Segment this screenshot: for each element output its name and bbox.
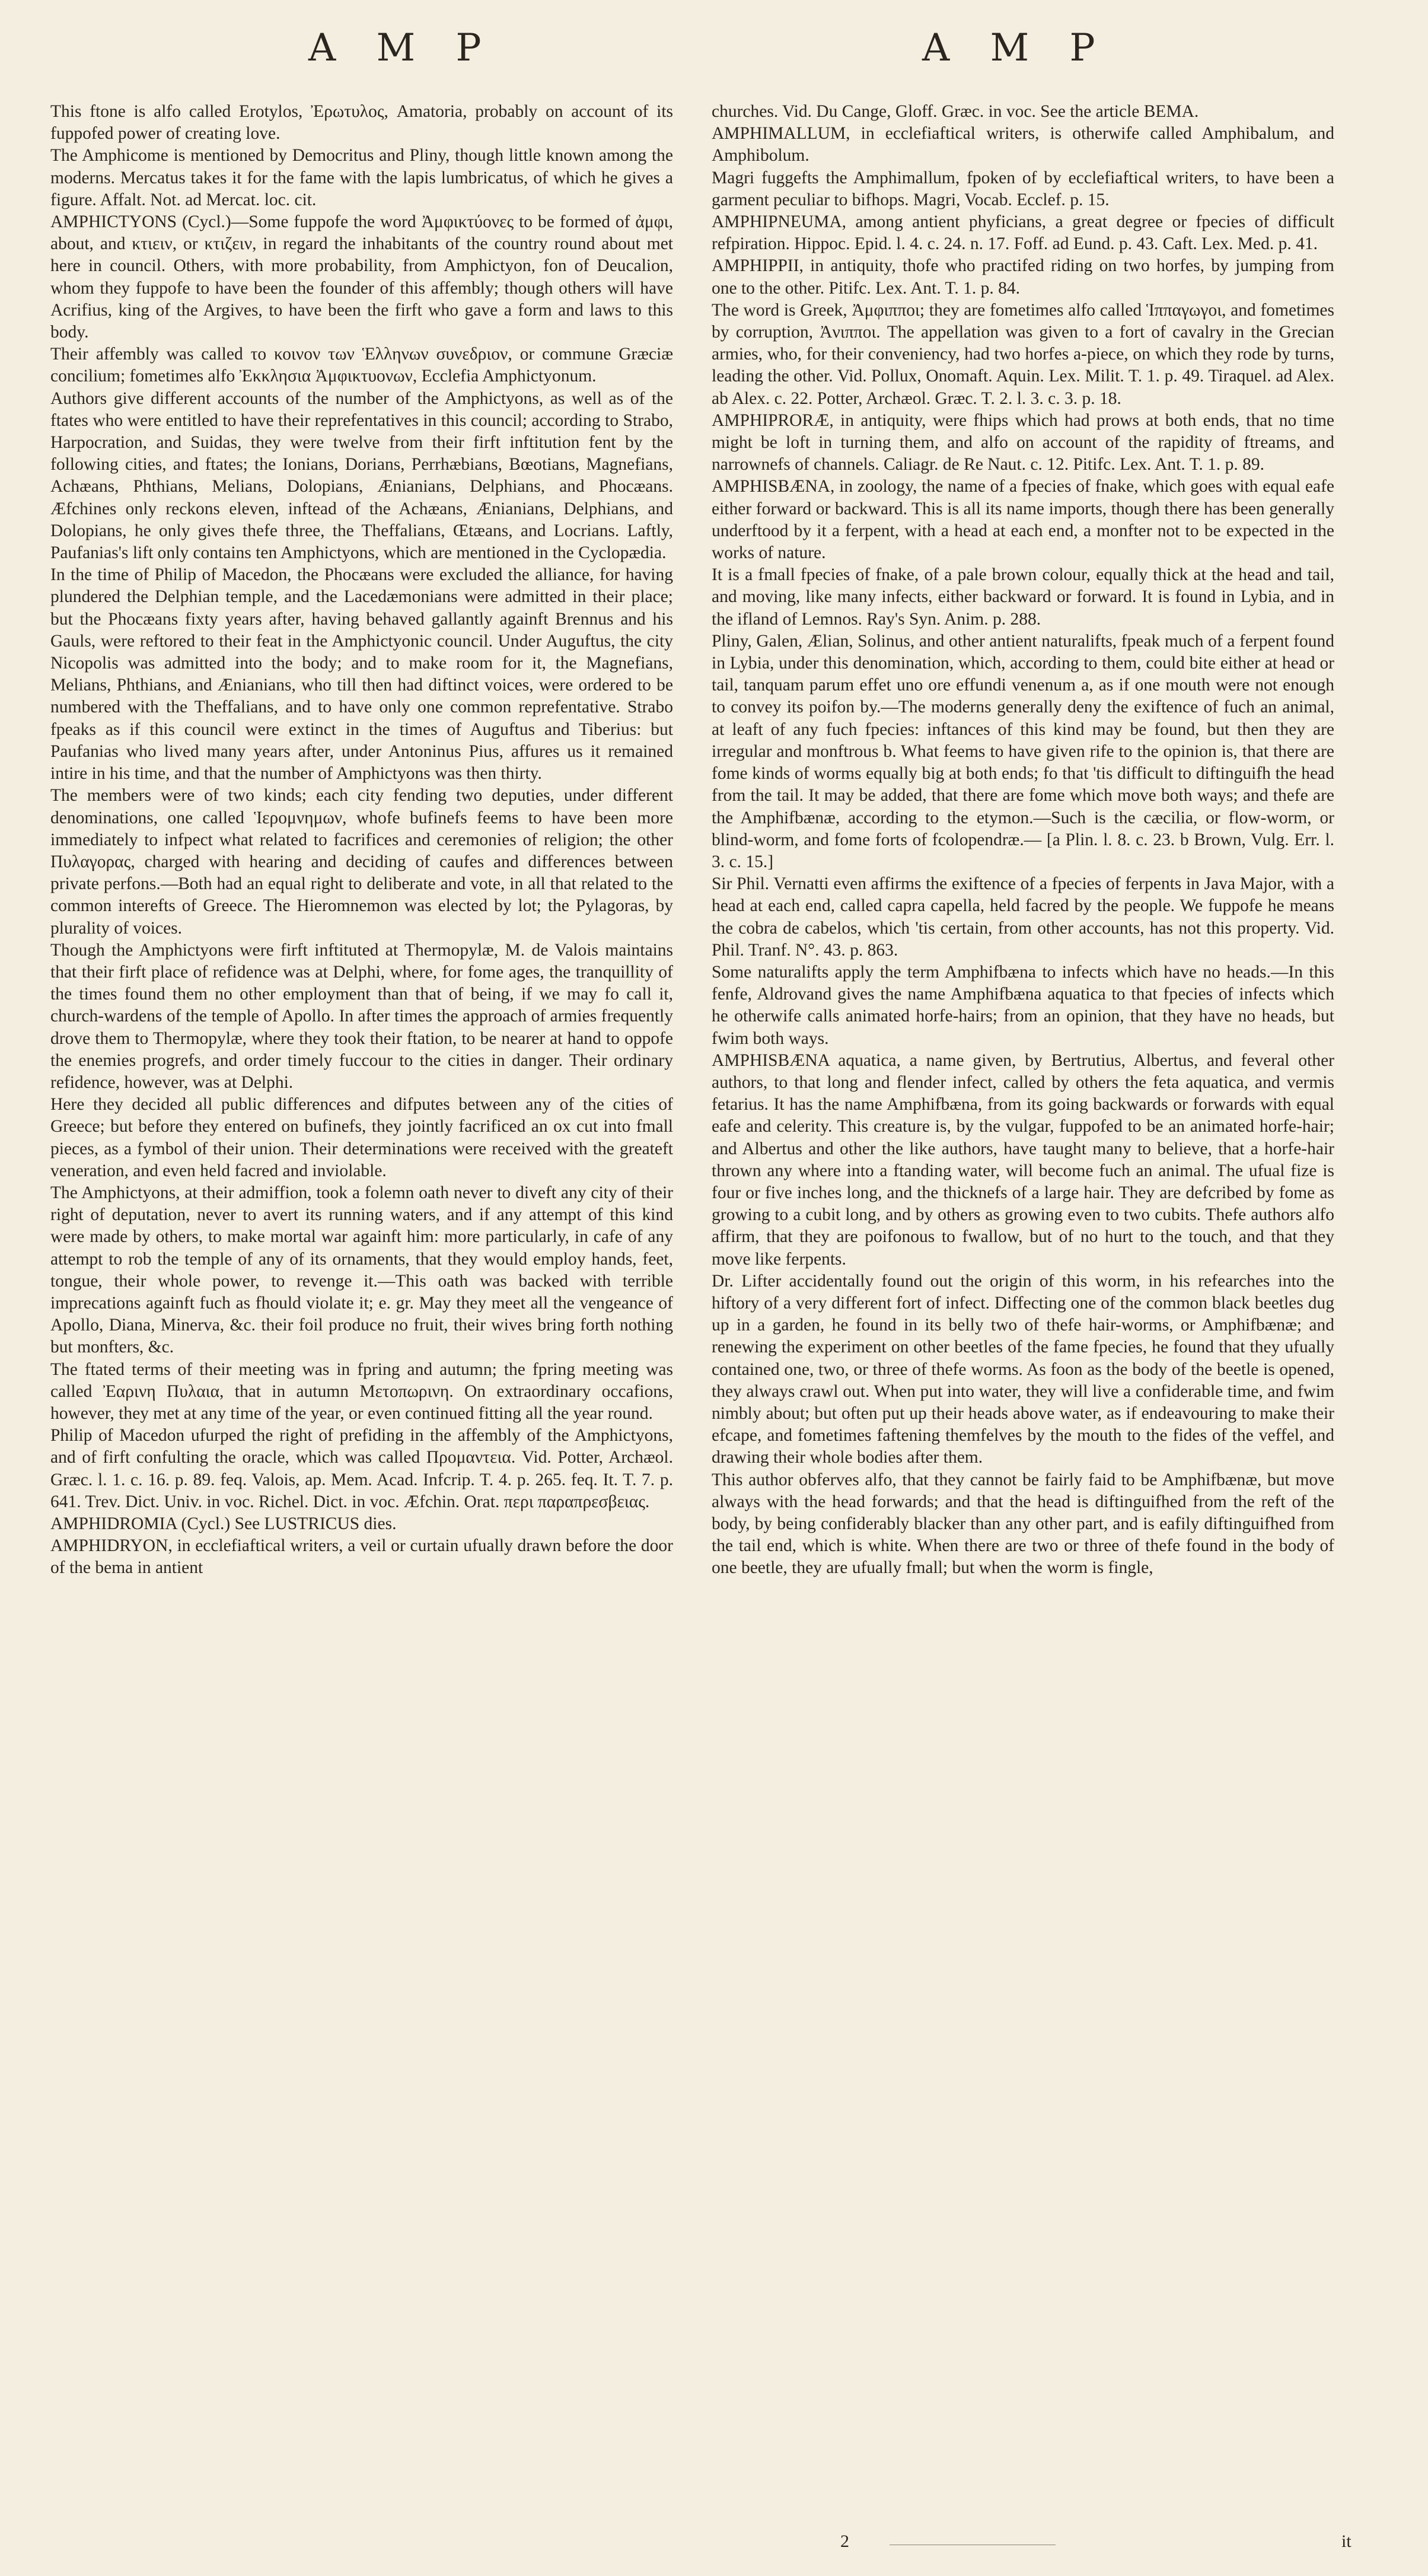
paragraph: AMPHIDROMIA (Cycl.) See LUSTRICUS dies. xyxy=(50,1514,397,1533)
paragraph: This ftone is alfo called Erotylos, Ἐρωτυλος, Amatoria, probably on account of its fuppofed power of creating love. xyxy=(50,102,673,144)
right-column xyxy=(712,101,1334,2503)
paragraph: Some naturalifts apply the term Amphifbæna to infects which have no heads.—In this fenfe, Aldrovand gives the name Amphifbæna aquatica to that fpecies of infects which he otherwife calls animated horfe-hairs; from an opinion, that they have no heads, but fwim both ways. xyxy=(712,962,1334,1048)
paragraph: The members were of two kinds; each city fending two deputies, under different denominations, one called Ἱερομνημων, whofe bufinefs feems to have been more immediately to infpect what related to facrifices and ceremonies of religion; the other Πυλαγορας, charged with hearing and deciding of caufes and differences between private perfons.—Both had an equal right to deliberate and vote, in all that related to the common interefts of Greece. The Hieromnemon was elected by lot; the Pylagoras, by plurality of voices. xyxy=(50,786,673,938)
paragraph: churches. Vid. Du Cange, Gloff. Græc. in voc. See the article BEMA. xyxy=(712,102,1199,121)
paragraph: Sir Phil. Vernatti even affirms the exiftence of a fpecies of ferpents in Java Major, with a head at each end, called capra capella, held facred by the people. We fuppofe he means the cobra de cabelos, which 'tis certain, from other accounts, has not this property. Vid. Phil. Tranf. N°. 43. p. 863. xyxy=(712,874,1334,960)
paragraph: AMPHICTYONS (Cycl.)—Some fuppofe the word Ἀμφικτύονες to be formed of ἀμφι, about, and κτιειν, or κτιζειν, in regard the inhabitants of the country round about met here in council. Others, with more probability, from Amphictyon, fon of Deucalion, whom they fuppofe to have been the founder of this affembly; though others will have Acrifius, king of the Argives, to have been the firft who gave a form and laws to this body. xyxy=(50,212,673,342)
paragraph: Dr. Lifter accidentally found out the origin of this worm, in his refearches into the hiftory of a very different fort of infect. Diffecting one of the common black beetles dug up in a garden, he found in its belly two of thefe hair-worms, or Amphifbænæ; and renewing the experiment on other beetles of the fame fpecies, he found that they ufually contained one, two, or three of thefe worms. As foon as the body of the beetle is opened, they always crawl out. When put into water, they will live a confiderable time, and fwim nimbly about; but often put up their heads above water, as if endeavouring to make their efcape, and fometimes faftening themfelves by the mouth to the fides of the veffel, and drawing their whole bodies after them. xyxy=(712,1271,1334,1467)
page-footer xyxy=(0,2532,1428,2555)
running-head-left: A M P xyxy=(308,26,496,70)
paragraph: AMPHISBÆNA aquatica, a name given, by Bertrutius, Albertus, and feveral other authors, to that long and flender infect, called by others the feta aquatica, and vermis fetarius. It has the name Amphifbæna, from its going backwards or forwards with equal eafe and celerity. This creature is, by the vulgar, fuppofed to be an animated horfe-hair; and Albertus and other the like authors, have taught many to believe, that a horfe-hair thrown any where into a ftanding water, will become fuch an animal. The ufual fize is four or five inches long, and the thicknefs of a large hair. They are defcribed by fome as growing to a cubit long, and by others as growing even to two cubits. Thefe authors alfo affirm, that they are poifonous to fwallow, but of no hurt to the touch, and that they move like ferpents. xyxy=(712,1050,1334,1269)
paragraph: Authors give different accounts of the number of the Amphictyons, as well as of the ftates who were entitled to have their reprefentatives in this council; according to Strabo, Harpocration, and Suidas, they were twelve from their firft inftitution fent by the following cities, and ftates; the Ionians, Dorians, Perrhæbians, Bœotians, Magnefians, Achæans, Phthians, Melians, Dolopians, Ænianians, Delphians, and Phocæans. Æfchines only reckons eleven, inftead of the Achæans, Ænianians, Delphians, and Dolopians, he only gives thefe three, the Theffalians, Œtæans, and Locrians. Laftly, Paufanias's lift only contains ten Amphictyons, which are mentioned in the Cyclopædia. xyxy=(50,389,673,563)
paragraph: The ftated terms of their meeting was in fpring and autumn; the fpring meeting was called Ἐαρινη Πυλαια, that in autumn Μετοπωρινη. On extraordinary occafions, however, they met at any time of the year, or even continued fitting all the year round. xyxy=(50,1359,673,1423)
paragraph: In the time of Philip of Macedon, the Phocæans were excluded the alliance, for having plundered the Delphian temple, and the Lacedæmonians were admitted in their place; but the Phocæans fixty years after, having behaved gallantly againft Brennus and his Gauls, were reftored to their feat in the Amphictyonic council. Under Auguftus, the city Nicopolis was admitted into the body; and to make room for it, the Magnefians, Melians, Phthians, and Ænianians, who till then had diftinct voices, were ordered to be numbered with the Theffalians, and to have only one common reprefentative. Strabo fpeaks as if this council were extinct in the times of Auguftus and Tiberius: but Paufanias who lived many years after, under Antoninus Pius, affures us it remained intire in his time, and that the number of Amphictyons was then thirty. xyxy=(50,565,673,784)
paragraph: Magri fuggefts the Amphimallum, fpoken of by ecclefiaftical writers, to have been a garment peculiar to bifhops. Magri, Vocab. Ecclef. p. 15. xyxy=(712,168,1334,209)
paragraph: Their affembly was called το κοινον των Ἑλληνων συνεδριον, or commune Græciæ concilium; fometimes alfo Ἐκκλησια Ἀμφικτυονων, Ecclefia Amphictyonum. xyxy=(50,345,673,386)
signature-mark: 2 xyxy=(840,2532,849,2551)
paragraph: AMPHIPRORÆ, in antiquity, were fhips which had prows at both ends, that no time might be loft in turning them, and alfo on account of the rapidity of ftreams, and narrownefs of channels. Caliagr. de Re Naut. c. 12. Pitifc. Lex. Ant. T. 1. p. 89. xyxy=(712,410,1334,475)
paragraph: Here they decided all public differences and difputes between any of the cities of Greece; but before they entered on bufinefs, they jointly facrificed an ox cut into fmall pieces, as a fymbol of their union. Their determinations were received with the greateft veneration, and even held facred and inviolable. xyxy=(50,1095,673,1180)
left-column xyxy=(50,101,673,2503)
paragraph: AMPHIPPII, in antiquity, thofe who practifed riding on two horfes, by jumping from one to the other. Pitifc. Lex. Ant. T. 1. p. 84. xyxy=(712,256,1334,298)
paragraph: AMPHIDRYON, in ecclefiaftical writers, a veil or curtain ufually drawn before the door of the bema in antient xyxy=(50,1536,673,1578)
paragraph: The Amphicome is mentioned by Democritus and Pliny, though little known among the moderns. Mercatus takes it for the fame with the lapis lumbricatus, of which he gives a figure. Affalt. Not. ad Mercat. loc. cit. xyxy=(50,146,673,209)
paragraph: AMPHISBÆNA, in zoology, the name of a fpecies of fnake, which goes with equal eafe either forward or backward. This is all its name imports, though there has been generally underftood by it a ferpent, with a head at each end, a monfter not to be expected in the works of nature. xyxy=(712,477,1334,563)
catchword: it xyxy=(1341,2532,1352,2551)
paragraph: AMPHIPNEUMA, among antient phyficians, a great degree or fpecies of difficult refpiration. Hippoc. Epid. l. 4. c. 24. n. 17. Foff. ad Eund. p. 43. Caft. Lex. Med. p. 41. xyxy=(712,212,1334,254)
paragraph: The word is Greek, Ἀμφιπποι; they are fometimes alfo called Ἱππαγωγοι, and fometimes by corruption, Ἀνιπποι. The appellation was given to a fort of cavalry in the Grecian armies, who, for their conveniency, had two horfes a-piece, on which they rode by turns, leading the other. Vid. Pollux, Onomaft. Aquin. Lex. Milit. T. 1. p. 49. Tiraquel. ad Alex. ab Alex. c. 22. Potter, Archæol. Græc. T. 2. l. 3. c. 3. p. 18. xyxy=(712,300,1334,408)
paragraph: It is a fmall fpecies of fnake, of a pale brown colour, equally thick at the head and tail, and moving, like many infects, either backward or forward. It is found in Lybia, and in the ifland of Lemnos. Ray's Syn. Anim. p. 288. xyxy=(712,565,1334,629)
paragraph: Philip of Macedon ufurped the right of prefiding in the affembly of the Amphictyons, and of firft confulting the oracle, which was called Προμαντεια. Vid. Potter, Archæol. Græc. l. 1. c. 16. p. 89. feq. Valois, ap. Mem. Acad. Infcrip. T. 4. p. 265. feq. It. T. 7. p. 641. Trev. Dict. Univ. in voc. Richel. Dict. in voc. Æfchin. Orat. περι παραπρεσβειας. xyxy=(50,1426,673,1511)
paragraph: This author obferves alfo, that they cannot be fairly faid to be Amphifbænæ, but move always with the head forwards; and that the head is diftinguifhed from the reft of the body, by being confiderably blacker than any other part, and is eafily diftinguifhed from the tail end, which is white. When there are two or three of thefe found in the body of one beetle, they are ufually fmall; but when the worm is fingle, xyxy=(712,1470,1334,1578)
paragraph: The Amphictyons, at their admiffion, took a folemn oath never to diveft any city of their right of deputation, never to avert its running waters, and if any attempt of this kind were made by others, to make mortal war againft him: more particularly, in cafe of any attempt to rob the temple of any of its ornaments, that they would employ hands, feet, tongue, their whole power, to revenge it.—This oath was backed with terrible imprecations againft fuch as fhould violate it; e. gr. May they meet all the vengeance of Apollo, Diana, Minerva, &c. their foil produce no fruit, their wives bring forth nothing but monfters, &c. xyxy=(50,1183,673,1357)
paragraph: AMPHIMALLUM, in ecclefiaftical writers, is otherwife called Amphibalum, and Amphibolum. xyxy=(712,124,1334,165)
paragraph: Though the Amphictyons were firft inftituted at Thermopylæ, M. de Valois maintains that their firft place of refidence was at Delphi, where, for fome ages, the tranquillity of the times found them no other employment than that of being, if we may fo call it, church-wardens of the temple of Apollo. In after times the approach of armies frequently drove them to Thermopylæ, where they took their ftation, to be nearer at hand to oppofe the enemies progrefs, and order timely fuccour to the cities in danger. Their ordinary refidence, however, was at Delphi. xyxy=(50,940,673,1092)
paragraph: Pliny, Galen, Ælian, Solinus, and other antient naturalifts, fpeak much of a ferpent found in Lybia, under this denomination, which, according to them, could bite either at head or tail, tanquam parum effet uno ore effundi venenum a, as if one mouth were not enough to convey its poifon by.—The moderns generally deny the exiftence of fuch an animal, at leaft of any fuch fpecies: inftances of this kind may be found, but then they are irregular and monftrous b. What feems to have given rife to the opinion is, that there are fome kinds of worms equally big at both ends; fo that 'tis difficult to diftinguifh the head from the tail. It may be added, that there are fome which move both ways; and thefe are the Amphifbænæ, according to the etymon.—Such is the cæcilia, or flow-worm, or blind-worm, and fome forts of fcolopendræ.— [a Plin. l. 8. c. 23. b Brown, Vulg. Err. l. 3. c. 15.] xyxy=(712,631,1334,871)
running-head-right: A M P xyxy=(922,26,1110,70)
